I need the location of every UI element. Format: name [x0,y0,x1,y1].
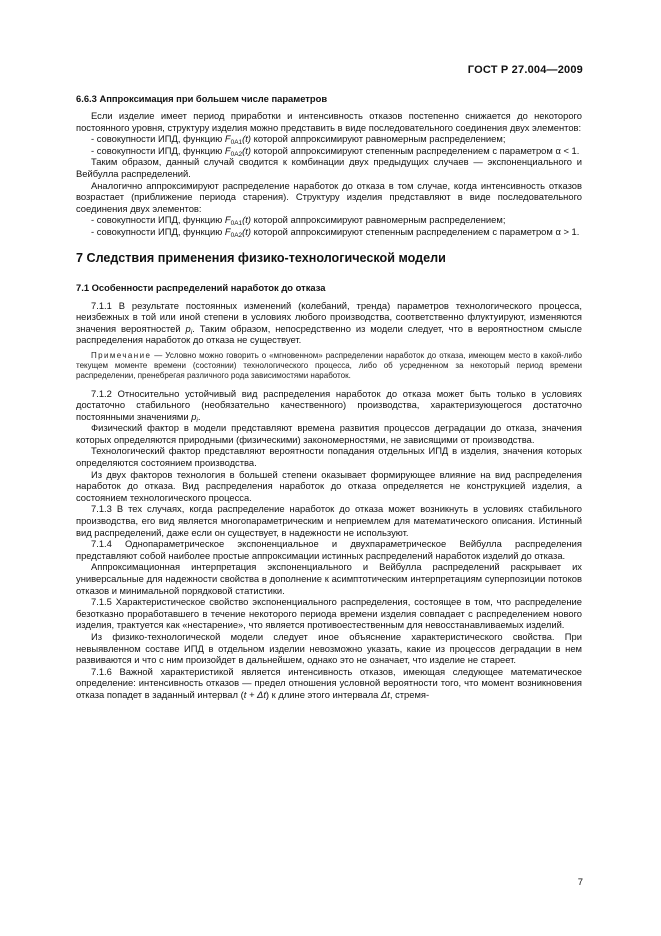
paragraph-7-1-5: 7.1.5 Характеристическое свойство экспоненциального распределения, состоящее в том, что распределение безотказно проработавшего в течение некоторого периода времени изделия совпадает с распределением нового изделия, трактуется как «нестарение», что является противоестественным для невосстанавливаемых изделий. [76,596,582,631]
paragraph: Из двух факторов технология в большей степени оказывает формирующее влияние на вид распределения наработок до отказа. Вид распределения наработок до отказа определяется не конструкцией изделия, а состоянием технологического процесса. [76,468,582,503]
paragraph-7-1-2: 7.1.2 Относительно устойчивый вид распределения наработок до отказа может быть только в условиях достаточно стабильного (необязательно качественного) производства, характеризующегося достаточно постоянными значениями $p_i$. [76,387,582,424]
list-item: - совокупности ИПД, функцию $F_{0A1}(t)$ которой аппроксимируют равномерным распределением; [91,214,506,228]
list-item: - совокупности ИПД, функцию $F_{0A2}(t)$ которой аппроксимируют степенным распределением с параметром α < 1. [91,144,580,158]
paragraph: Аналогично аппроксимируют распределение наработок до отказа в том случае, когда интенсивность отказов возрастает (приближение периода старения). Структуру изделия представляют в виде последовательного соединения двух элементов: [76,179,582,214]
paragraph: Таким образом, данный случай сводится к комбинации двух предыдущих случаев — экспоненциального и Вейбулла распределений. [76,156,582,179]
section-6-6-3-title: 6.6.3 Аппроксимация при большем числе параметров [76,93,328,104]
list-item: - совокупности ИПД, функцию $F_{0A1}(t)$ которой аппроксимируют равномерным распределением; [91,133,506,147]
paragraph: Технологический фактор представляют вероятности попадания отдельных ИПД в изделия, значения которых определяются состоянием производства. [76,445,582,469]
paragraph: Аппроксимационная интерпретация экспоненциального и Вейбулла распределений раскрывает их универсальные для надежности свойства в дополнение к асимптотическим интерпретациям суперпозиции потоков отказов и минимальной порядковой статистики. [76,561,582,596]
document-code-header: ГОСТ Р 27.004—2009 [467,64,583,76]
paragraph-7-1-6: 7.1.6 Важной характеристикой является интенсивность отказов, имеющая следующее математическое определение: интенсивность отказов — предел отношения условной вероятности того, что момент возникновения отказа попадет в заданный интервал (t + Δt) к длине этого интервала Δt, стремя- [76,665,582,700]
page-content [76,93,582,701]
section-7-1-title: 7.1 Особенности распределений наработок до отказа [76,281,326,293]
paragraph-7-1-3: 7.1.3 В тех случаях, когда распределение наработок до отказа может возникнуть в условиях стабильного производства, его вид является многопараметрическим и неприемлем для математического описания. Истинный вид распределений, даже если он существует, в надежности не используют. [76,503,582,538]
note [76,351,582,382]
paragraph: Если изделие имеет период приработки и интенсивность отказов постепенно снижается до некоторого постоянного уровня, структуру изделия можно представить в виде последовательного соединения двух элементов: [76,110,582,133]
section-7-title: 7 Следствия применения физико-технологической модели [76,250,446,265]
paragraph-7-1-4: 7.1.4 Однопараметрическое экспоненциальное и двухпараметрическое Вейбулла распределения представляют собой наиболее простые аппроксимации истинных распределений наработок изделий до отказа. [76,538,582,561]
list-item: - совокупности ИПД, функцию $F_{0A2}(t)$ которой аппроксимируют степенным распределением с параметром α > 1. [91,225,580,239]
paragraph-7-1-1: 7.1.1 В результате постоянных изменений (колебаний, тренда) параметров технологического процесса, неизбежных в той или иной степени в условиях любого производства, соответственно флуктуируют, изменяются значения вероятностей $p_i$. Таким образом, непосредственно из модели следует, что в вероятностном смысле распределения наработок до отказа не существует. [76,299,582,346]
note-text: — Условно можно говорить о «мгновенном» распределении наработок до отказа, имеющем место в какой-либо текущем моменте времени (состоянии) технологического процесса, либо об усредненном за некоторый период времени распределении, пренебрегая различного рода зависимостями наработок. [76,350,582,381]
page-number: 7 [577,877,583,888]
note-label: Примечание [91,350,152,360]
paragraph: Физический фактор в модели представляют времена развития процессов деградации до отказа, значения которых определяются природными (физическими) закономерностями, не зависящими от производства. [76,422,582,445]
paragraph: Из физико-технологической модели следует иное объяснение характеристического свойства. При невыявленном составе ИПД в отдельном изделии невозможно указать, какие из процессов деградации в нем развиваются и что с ним произойдет в дальнейшем, однако это не означает, что изделие не стареет. [76,630,582,666]
